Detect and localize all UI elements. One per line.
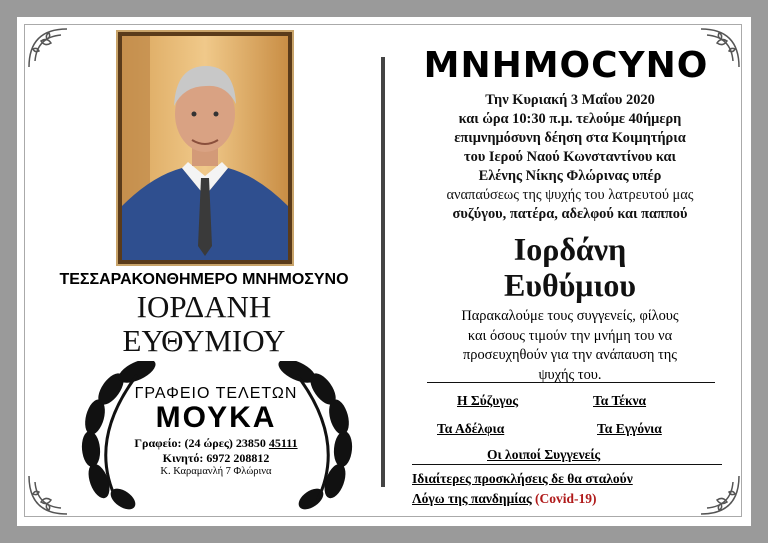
note-pandemic (412, 491, 597, 507)
line (395, 167, 745, 186)
logo-office-label: Γραφείο: (24 ώρες) 23850 (134, 436, 266, 450)
right-name-first: Ιορδάνη (513, 231, 627, 267)
line (395, 148, 745, 167)
line (395, 91, 745, 110)
line (395, 186, 745, 205)
request-text (409, 307, 731, 385)
ornament-corner-icon (27, 472, 71, 516)
relative-siblings: Τα Αδέλφια (437, 421, 505, 436)
left-surname: ΙΟΡΔΑΝΗ (136, 289, 272, 324)
line-text-5: Ελένης Νίκης Φλώρινας υπέρ (478, 168, 662, 184)
relative-spouse: Η Σύζυγος (457, 393, 519, 408)
portrait-frame (116, 30, 294, 266)
right-name-last: Ευθύμιου (504, 267, 636, 303)
line-text-1: Την Κυριακή 3 Μαΐου 2020 (485, 92, 655, 108)
request-line-1: Παρακαλούμε τους συγγενείς, φίλους (461, 308, 679, 324)
logo-office-number: 45111 (268, 436, 298, 450)
portrait-photo (122, 36, 288, 260)
relative-others: Οι λοιποί Συγγενείς (487, 447, 601, 462)
relative-grandchildren: Τα Εγγόνια (597, 421, 662, 436)
center-divider (381, 57, 385, 487)
line (395, 205, 745, 224)
line (395, 110, 745, 129)
logo-line2: ΜΟΥΚΑ (155, 401, 277, 434)
ornament-corner-icon (697, 472, 741, 516)
logo-office (111, 436, 321, 451)
left-heading: ΤΕΣΣΑΡΑΚΟΝΘΗΜΕΡΟ ΜΝΗΜΟΣΥΝΟ (59, 271, 349, 288)
note-invitations: Ιδιαίτερες προσκλήσεις δε θα σταλούν (412, 471, 633, 486)
right-title: ΜΝΗΜΟCΥΝΟ (423, 45, 709, 86)
logo-line1: ΓΡΑΦΕΙΟ ΤΕΛΕΤΩΝ (134, 385, 298, 402)
line-text-4: του Ιερού Ναού Κωνσταντίνου και (464, 149, 676, 165)
request-line-2: και όσους τιμούν την μνήμη του να (467, 327, 673, 344)
logo-mobile: Κινητό: 6972 208812 (162, 451, 270, 465)
memorial-card (17, 17, 751, 526)
relative-children: Τα Τέκνα (593, 393, 647, 408)
ornament-corner-icon (27, 27, 71, 71)
logo-address: Κ. Καραμανλή 7 Φλώρινα (160, 466, 272, 477)
separator-rule (427, 382, 715, 383)
line-text-2: και ώρα 10:30 π.μ. τελούμε 40ήμερη (458, 111, 682, 127)
line-text-6: αναπαύσεως της ψυχής του λατρευτού μας (446, 187, 694, 203)
left-name: ΕΥΘΥΜΙΟΥ (122, 323, 286, 358)
note-pandemic-text: Λόγω της πανδημίας (412, 491, 532, 506)
announcement-text (395, 91, 745, 224)
line (395, 129, 745, 148)
request-line-3: προσευχηθούν για την ανάπαυση της (463, 347, 677, 363)
note-covid: (Covid-19) (535, 491, 597, 506)
separator-rule (412, 464, 722, 465)
line-text-3: επιμνημόσυνη δέηση στα Κοιμητήρια (454, 130, 686, 146)
line-text-7: συζύγου, πατέρα, αδελφού και παππού (452, 206, 688, 222)
request-line-4: ψυχής του. (538, 366, 602, 383)
